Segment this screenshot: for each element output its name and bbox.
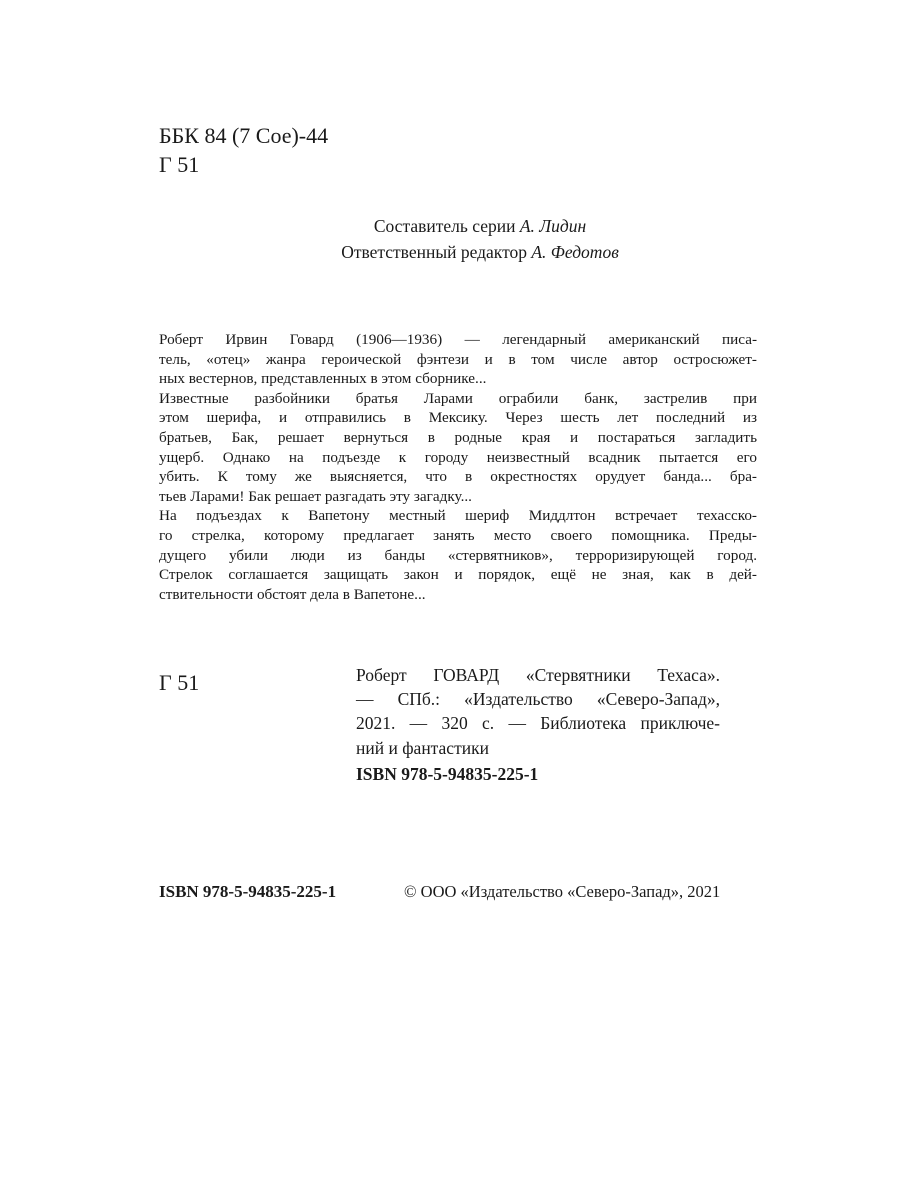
catalog-index: Г 51 — [159, 670, 200, 695]
annotation-line: дущего убили люди из банды «стервятников», терроризирующей город. — [159, 546, 757, 564]
annotation-line: Известные разбойники братья Ларами ограбили банк, застрелив при — [159, 389, 757, 407]
annotation-paragraph — [159, 389, 757, 507]
annotation-line: ных вестернов, представленных в этом сборнике... — [159, 370, 487, 388]
annotation-line: На подъездах к Вапетону местный шериф Миддлтон встречает техасско- — [159, 507, 757, 525]
classification-block — [159, 121, 328, 179]
annotation-line: братьев, Бак, решает вернуться в родные края и постараться загладить — [159, 428, 757, 446]
copyright-notice: © ООО «Издательство «Северо-Запад», 2021 — [404, 882, 721, 901]
series-compiler-name: А. Лидин — [519, 216, 587, 236]
series-compiler-label: Составитель серии — [373, 216, 516, 236]
annotation-block — [159, 330, 757, 604]
series-compiler-line — [230, 213, 730, 239]
catalog-line: Роберт ГОВАРД «Стервятники Техаса». — [356, 665, 720, 685]
editor-name: А. Федотов — [531, 242, 619, 262]
editor-label: Ответственный редактор — [341, 242, 527, 262]
author-mark: Г 51 — [159, 152, 200, 177]
annotation-paragraph — [159, 330, 757, 389]
catalog-line: 2021. — 320 с. — Библиотека приключе- — [356, 713, 720, 734]
annotation-line: тель, «отец» жанра героической фэнтези и в том числе автор остросюжет- — [159, 350, 757, 368]
credits-block — [230, 213, 730, 265]
catalog-entry — [356, 663, 720, 786]
annotation-line: убить. К тому же выясняется, что в окрестностях орудует банда... бра- — [159, 468, 757, 486]
footer-isbn: ISBN 978-5-94835-225-1 — [159, 882, 337, 901]
editor-line — [230, 239, 730, 265]
annotation-line: тьев Ларами! Бак решает разгадать эту загадку... — [159, 487, 472, 505]
catalog-line: ний и фантастики — [356, 737, 489, 758]
annotation-line: ствительности обстоят дела в Вапетоне... — [159, 585, 426, 603]
annotation-line: Роберт Ирвин Говард (1906—1936) — легендарный американский писа- — [159, 331, 757, 348]
catalog-isbn: ISBN 978-5-94835-225-1 — [356, 763, 539, 784]
annotation-line: го стрелка, которому предлагает занять место своего помощника. Преды- — [159, 526, 757, 544]
annotation-line: Стрелок соглашается защищать закон и порядок, ещё не зная, как в дей- — [159, 566, 757, 584]
annotation-line: этом шерифа, и отправились в Мексику. Через шесть лет последний из — [159, 409, 757, 427]
bbk-code: ББК 84 (7 Сое)-44 — [159, 123, 329, 148]
catalog-line: — СПб.: «Издательство «Северо-Запад», — [356, 689, 720, 710]
annotation-line: ущерб. Однако на подъезде к городу неизвестный всадник пытается его — [159, 448, 757, 466]
annotation-paragraph — [159, 506, 757, 604]
